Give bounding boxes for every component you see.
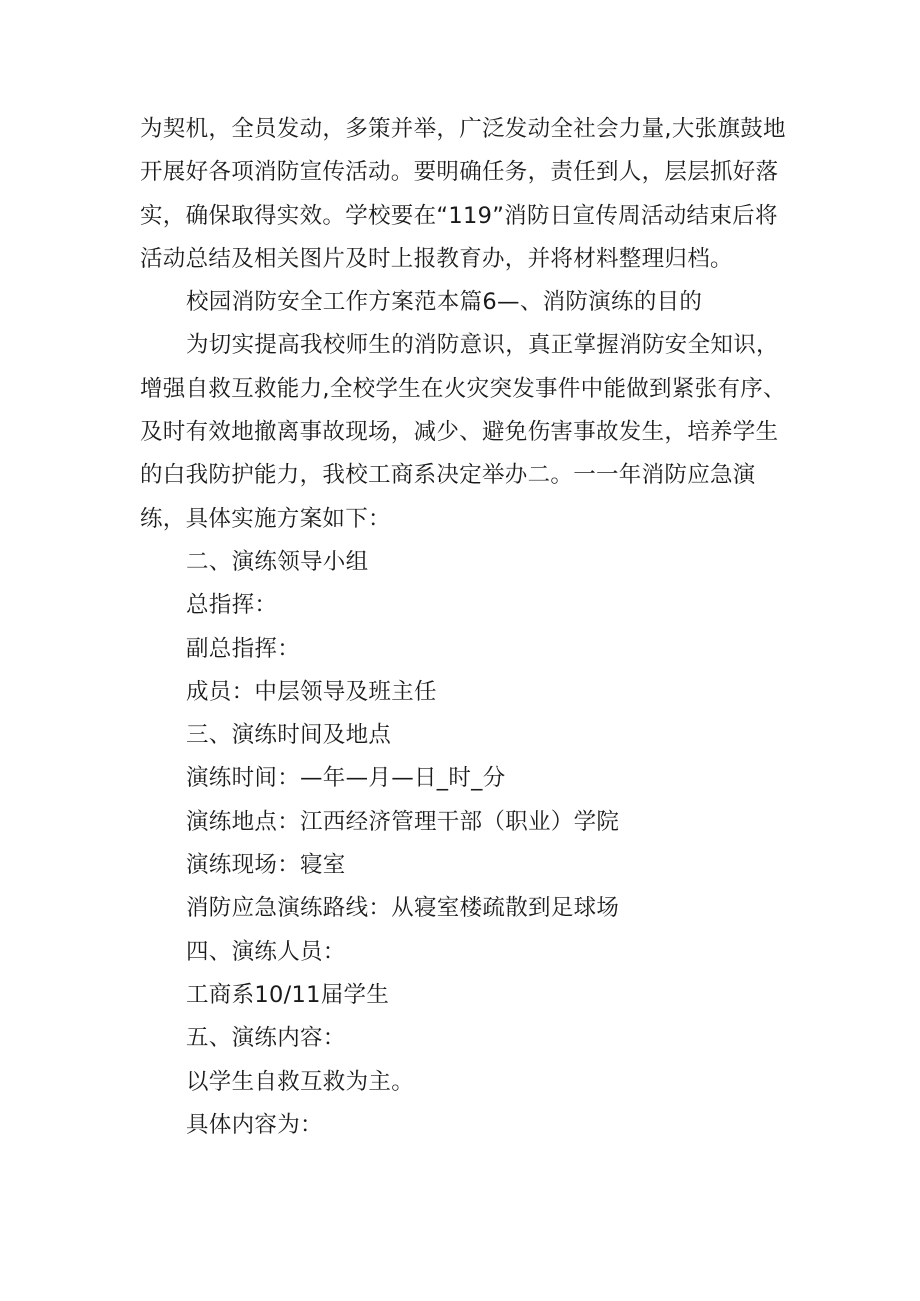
heading-time-location: 三、演练时间及地点 (186, 722, 392, 749)
field-evacuation-route: 消防应急演练路线：从寝室楼疏散到足球场 (186, 895, 620, 922)
heading-leadership-group: 二、演练领导小组 (186, 548, 369, 575)
heading-drill-content: 五、演练内容： (186, 1025, 346, 1052)
document-body (140, 108, 790, 1147)
field-drill-site: 演练现场：寝室 (186, 852, 346, 879)
field-participant-group: 工商系10/11届学生 (186, 981, 390, 1008)
paragraph-drill-purpose: 为切实提高我校师生的消防意识，真正掌握消防安全知识，增强自救互救能力,全校学生在火灾突发事件中能做到紧张有序、及时有效地撤离事故现场，减少、避免伤害事故发生，培养学生的白我防护能力，我校工商系决定举办二。一一年消防应急演练，具体实施方案如下： (140, 332, 786, 532)
field-deputy-commander: 副总指挥： (186, 635, 301, 662)
field-drill-time: 演练时间：—年—月—日_时_分 (186, 765, 506, 792)
heading-participants: 四、演练人员： (186, 938, 346, 965)
field-drill-location: 演练地点：江西经济管理干部（职业）学院 (186, 808, 620, 835)
field-commander: 总指挥： (186, 592, 278, 619)
paragraph-self-rescue: 以学生自救互救为主。 (186, 1068, 415, 1095)
paragraph-specific-content: 具体内容为： (186, 1111, 323, 1138)
paragraph-publicity-activities: 为契机，全员发动，多策并举，广泛发动全社会力量,大张旗鼓地开展好各项消防宣传活动。要明确任务，责任到人，层层抓好落实，确保取得实效。学校要在“119”消防日宣传周活动结束后将活动总结及相关图片及时上报教育办，并将材料整理归档。 (140, 116, 786, 272)
field-members: 成员：中层领导及班主任 (186, 678, 437, 705)
paragraph-plan-title: 校园消防安全工作方案范本篇6—、消防演练的目的 (186, 289, 703, 316)
